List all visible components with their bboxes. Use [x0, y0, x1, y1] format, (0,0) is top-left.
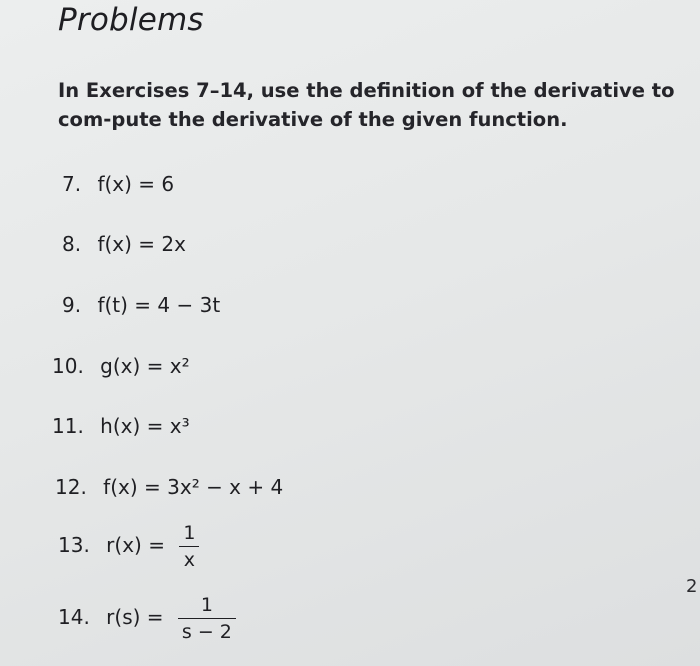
fraction: [178, 594, 236, 643]
problem-number: 9.: [62, 293, 82, 317]
problem-expression: h(x) = x³: [100, 414, 190, 438]
problem-number: 10.: [52, 354, 84, 378]
problem-number: 14.: [58, 605, 90, 629]
fraction-numerator: 1: [179, 522, 199, 547]
problem-lhs: r(s) =: [106, 605, 164, 629]
problem-number: 12.: [55, 475, 87, 499]
problem-12: [55, 475, 283, 499]
fraction-numerator: 1: [178, 594, 236, 619]
fraction: [179, 522, 199, 571]
problem-number: 13.: [58, 533, 90, 557]
problem-11: [52, 414, 190, 438]
problem-lhs: r(x) =: [106, 533, 165, 557]
problem-number: 7.: [62, 172, 82, 196]
problem-9: [62, 293, 220, 317]
problem-13: [58, 522, 199, 571]
page-number: 2: [686, 576, 698, 597]
problem-expression: f(x) = 2x: [97, 232, 186, 256]
problem-expression: f(x) = 6: [97, 172, 175, 196]
exercise-instructions: In Exercises 7–14, use the definition of the derivative to com-pute the derivative of the given function.: [58, 79, 675, 131]
problem-7: [62, 172, 174, 196]
fraction-denominator: s − 2: [181, 621, 232, 643]
section-heading: Problems: [58, 2, 204, 38]
problem-10: [52, 354, 190, 378]
problem-number: 8.: [62, 232, 82, 256]
problem-number: 11.: [52, 414, 84, 438]
problem-expression: f(x) = 3x² − x + 4: [103, 475, 284, 499]
problem-14: [58, 594, 236, 643]
fraction-denominator: x: [183, 549, 195, 571]
problem-expression: f(t) = 4 − 3t: [97, 293, 221, 317]
problem-8: [62, 232, 186, 256]
problem-expression: g(x) = x²: [100, 354, 190, 378]
